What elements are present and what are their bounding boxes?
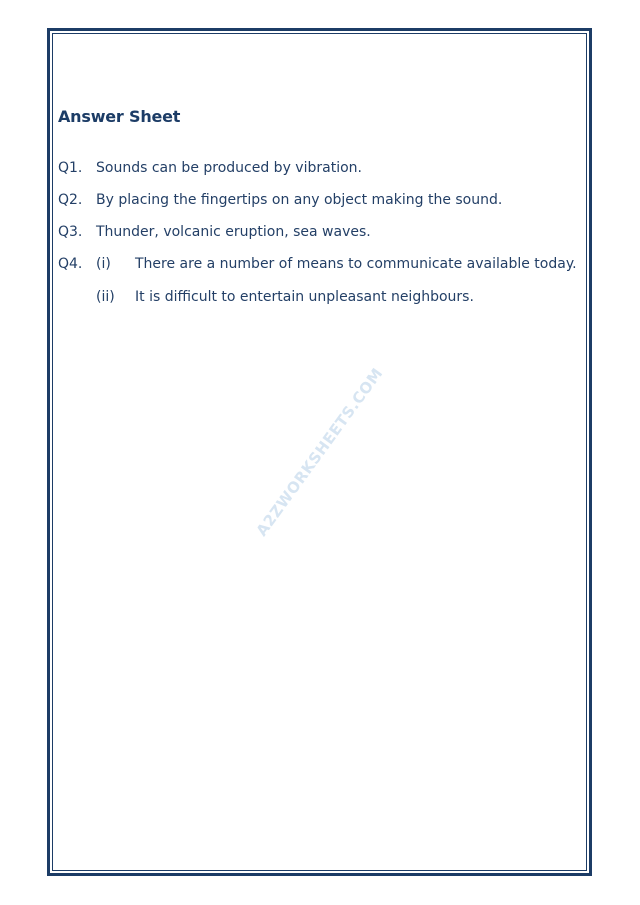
answer-text: Sounds can be produced by vibration. bbox=[96, 160, 362, 176]
answer-text: By placing the fingertips on any object making the sound. bbox=[96, 192, 503, 208]
answer-text: It is difficult to entertain unpleasant neighbours. bbox=[135, 289, 474, 305]
question-number: Q2. bbox=[58, 192, 83, 208]
page-title: Answer Sheet bbox=[58, 107, 181, 126]
question-number: Q1. bbox=[58, 160, 83, 176]
sub-part-label: (ii) bbox=[96, 289, 115, 305]
answer-q3 bbox=[58, 222, 371, 242]
answer-text: There are a number of means to communicate available today. bbox=[135, 256, 577, 272]
answer-q4-part-ii bbox=[96, 287, 474, 307]
question-number: Q3. bbox=[58, 224, 83, 240]
answer-q1 bbox=[58, 158, 362, 178]
answer-q4-part-i bbox=[58, 254, 577, 274]
answer-text: Thunder, volcanic eruption, sea waves. bbox=[96, 224, 371, 240]
sub-part-label: (i) bbox=[96, 256, 111, 272]
question-number: Q4. bbox=[58, 256, 83, 272]
watermark: A2ZWORKSHEETS.COM bbox=[252, 364, 387, 540]
answer-q2 bbox=[58, 190, 502, 210]
